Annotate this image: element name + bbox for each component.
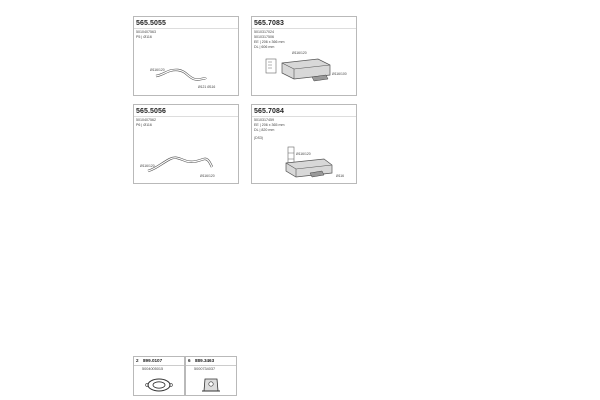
pipe-diameter-label: Ø121 Ø116 xyxy=(198,85,216,89)
pipe-diameter-label: Ø116 xyxy=(336,174,345,178)
divider xyxy=(252,28,356,29)
small-part-header xyxy=(186,357,236,366)
small-part-header xyxy=(134,357,184,366)
oem-number: 5010407563 xyxy=(136,30,156,34)
part-spec: P6 | Ø116 xyxy=(136,123,152,127)
part-spec: EE | 206 x 365 mm xyxy=(254,123,285,127)
oem-number: 5004005015 xyxy=(142,367,164,371)
divider xyxy=(252,116,356,117)
exhaust-pipe-drawing xyxy=(134,47,238,95)
part-card-565-5055[interactable] xyxy=(133,16,239,96)
part-spec: EE | 206 x 366 mm xyxy=(254,40,285,44)
divider xyxy=(134,116,238,117)
pipe-diameter-label: Ø116/120 xyxy=(200,174,215,178)
part-spec: DL | 606 mm xyxy=(254,45,275,49)
oem-number: 5010317024 xyxy=(254,30,274,34)
part-code: 565.5056 xyxy=(136,108,166,115)
muffler-drawing xyxy=(252,135,356,183)
pipe-diameter-label: Ø116/100 xyxy=(332,72,347,76)
oem-number: 5000734037 xyxy=(194,367,216,371)
divider xyxy=(134,28,238,29)
quantity: 6 xyxy=(188,358,191,363)
oem-number: 5010317459 xyxy=(254,118,274,122)
pipe-diameter-label: Ø116/120 xyxy=(296,152,311,156)
bracket-icon xyxy=(186,373,236,395)
part-code: 565.7083 xyxy=(254,20,284,27)
part-card-565-7084[interactable] xyxy=(251,104,357,184)
part-spec: P5 | Ø116 xyxy=(136,35,152,39)
part-spec: DL | 820 mm xyxy=(254,128,275,132)
part-card-565-5056[interactable] xyxy=(133,104,239,184)
part-code: 565.7084 xyxy=(254,108,284,115)
part-card-565-7083[interactable] xyxy=(251,16,357,96)
small-part-889-3463[interactable] xyxy=(185,356,237,396)
quantity: 2 xyxy=(136,358,139,363)
pipe-diameter-label: Ø116/120 xyxy=(150,68,165,72)
pipe-diameter-label: Ø116/120 xyxy=(140,164,155,168)
small-part-899-0107[interactable] xyxy=(133,356,185,396)
pipe-diameter-label: Ø116/120 xyxy=(292,51,307,55)
oem-number: 5010317506 xyxy=(254,35,274,39)
part-code: 889.3463 xyxy=(195,358,215,363)
part-code: 899.0107 xyxy=(143,358,163,363)
exhaust-pipe-drawing xyxy=(134,135,238,183)
gasket-icon xyxy=(134,373,184,395)
part-code: 565.5055 xyxy=(136,20,166,27)
variant-note: (DS3) xyxy=(254,136,263,140)
oem-number: 5010407562 xyxy=(136,118,156,122)
muffler-drawing xyxy=(252,47,356,95)
